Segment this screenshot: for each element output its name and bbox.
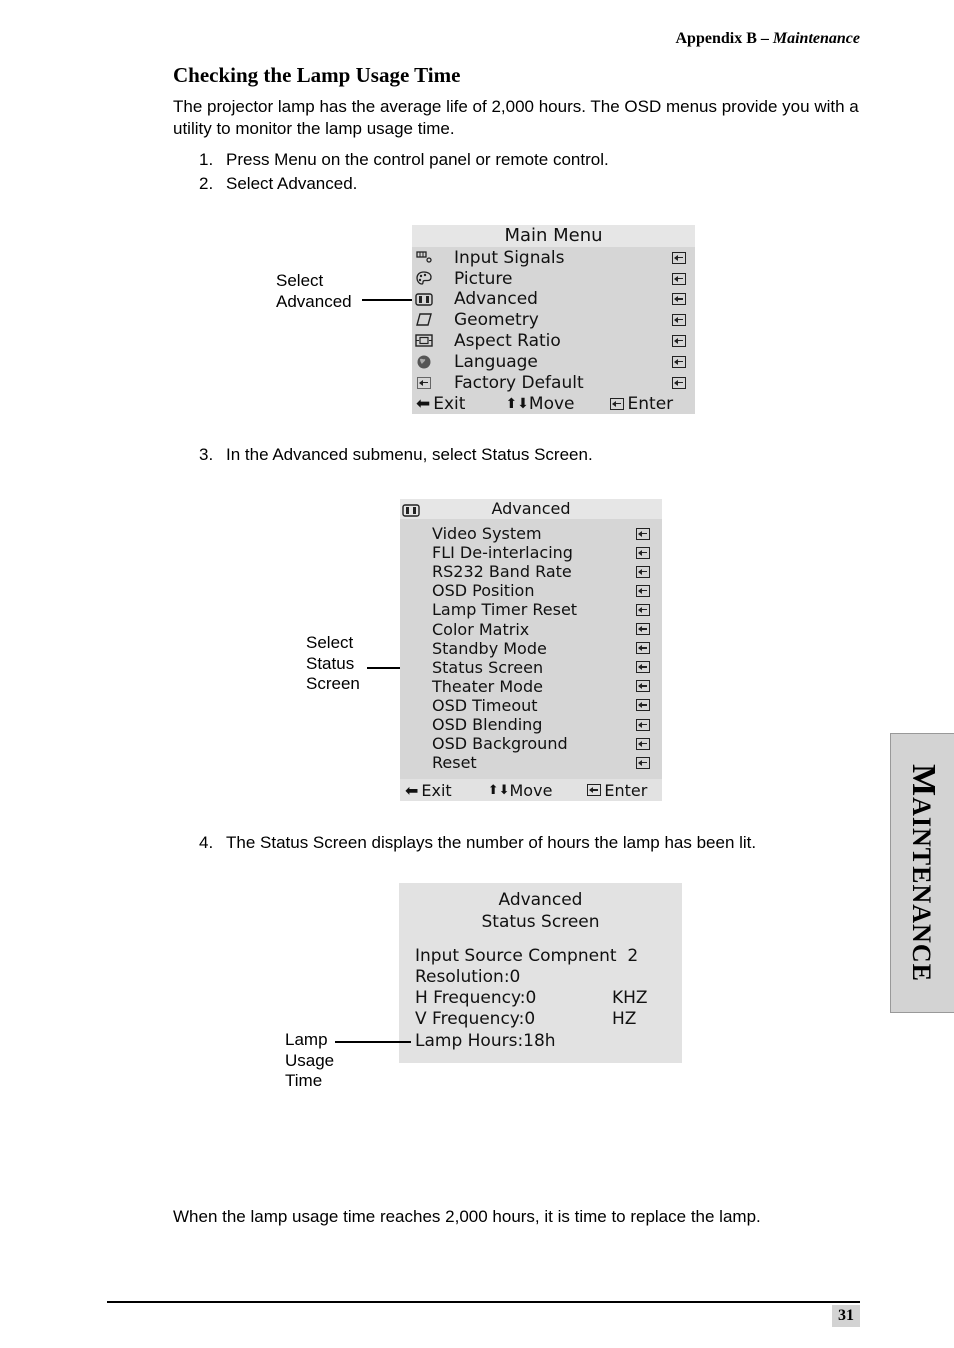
callout-line: Usage [285,1050,335,1070]
step-text: The Status Screen displays the number of hours the lamp has been lit. [226,833,757,852]
lamp-hours: Lamp Hours:18h [415,1031,556,1051]
enter-icon [672,252,686,264]
main-menu-item[interactable] [412,330,695,351]
advanced-menu [400,499,662,801]
step-text: Press Menu on the control panel or remote control. [226,150,609,169]
callout-leader-line [335,1041,411,1043]
arrow-left-icon: ⬅ [405,780,419,800]
enter-icon [636,585,650,597]
menu-item-label: Advanced [454,289,538,309]
advanced-menu-item[interactable] [400,620,662,639]
v-frequency: V Frequency:0 [415,1009,536,1029]
closing-paragraph: When the lamp usage time reaches 2,000 hours, it is time to replace the lamp. [173,1207,761,1226]
up-down-arrows-icon: ⬆⬇ [505,395,529,412]
advanced-menu-item[interactable] [400,600,662,619]
advanced-menu-item[interactable] [400,677,662,696]
move-label: Move [509,780,553,800]
callout-line: Lamp [285,1030,328,1049]
palette-icon [415,271,433,286]
advanced-icon [402,502,420,522]
menu-item-label: Color Matrix [432,619,530,639]
enter-icon [636,699,650,711]
step-2 [199,173,357,195]
main-menu-item[interactable] [412,372,695,393]
move-label: Move [528,393,575,414]
menu-item-label: Picture [454,268,513,289]
callout-line: Select [276,271,324,290]
step-number: 4. [199,833,214,852]
menu-item-label: OSD Background [432,734,568,754]
enter-icon [636,719,650,731]
geometry-icon [415,312,433,327]
menu-item-label: Input Signals [454,247,565,268]
step-text: Select Advanced. [226,174,358,193]
menu-item-label: Factory Default [454,372,584,393]
step-number: 3. [199,445,214,464]
resolution: Resolution:0 [415,967,521,987]
header-title: Maintenance [772,30,860,47]
advanced-menu-item[interactable] [400,524,662,543]
side-tab-rest: AINTENANCE [907,797,936,982]
menu-item-label: RS232 Band Rate [432,562,572,582]
enter-icon [636,528,650,540]
advanced-menu-item[interactable] [400,581,662,600]
advanced-menu-title: Advanced [491,499,571,518]
advanced-menu-item[interactable] [400,639,662,658]
advanced-menu-item[interactable] [400,734,662,753]
step-text: In the Advanced submenu, select Status Screen. [226,445,593,464]
advanced-menu-item[interactable] [400,696,662,715]
enter-icon [672,356,686,368]
menu-item-label: Lamp Timer Reset [432,600,578,620]
v-frequency-unit: HZ [612,1009,637,1029]
main-menu-item[interactable] [412,268,695,289]
advanced-menu-item[interactable] [400,562,662,581]
advanced-menu-item[interactable] [400,753,662,772]
side-tab-label [904,764,942,982]
main-menu [412,225,695,414]
main-menu-item-selected[interactable] [412,289,695,309]
up-down-arrows-icon: ⬆⬇ [487,782,510,798]
enter-icon [587,784,601,796]
h-frequency-unit: KHZ [612,988,648,1008]
footer-rule [107,1301,860,1303]
step-3 [199,444,593,466]
enter-icon [636,757,650,769]
menu-item-label: Geometry [454,309,539,330]
advanced-menu-header [400,499,662,519]
enter-icon [636,566,650,578]
enter-icon [672,377,686,389]
main-menu-footer [412,393,695,414]
enter-icon [636,642,650,654]
exit-label: Exit [433,393,466,414]
menu-item-label: OSD Blending [432,715,543,734]
advanced-menu-footer [400,779,662,801]
enter-icon [636,680,650,692]
input-signals-icon [415,250,433,265]
main-menu-item[interactable] [412,351,695,372]
menu-item-label: Aspect Ratio [454,330,561,351]
callout-line: Select [306,633,354,652]
running-header [676,30,861,48]
header-prefix: Appendix B – [675,30,769,47]
enter-icon [636,623,650,635]
menu-item-label: OSD Position [432,581,535,601]
advanced-icon [415,292,433,307]
enter-icon [672,273,686,285]
status-screen-title: Advanced [498,890,583,910]
menu-item-label: Standby Mode [432,638,547,658]
enter-icon [636,738,650,750]
callout-select-advanced [276,271,352,312]
maintenance-side-tab [890,733,954,1013]
menu-item-label: Video System [432,524,542,543]
callout-lamp-usage-time [285,1030,334,1092]
enter-label: Enter [627,393,674,414]
enter-icon [672,335,686,347]
step-1 [199,149,609,171]
main-menu-item[interactable] [412,309,695,330]
menu-item-label: FLI De-interlacing [432,543,573,563]
menu-item-label: Language [454,351,538,372]
page-number: 31 [832,1305,860,1327]
exit-label: Exit [421,780,452,800]
menu-item-label: Status Screen [432,657,544,677]
advanced-menu-item[interactable] [400,543,662,562]
enter-icon [672,293,686,305]
globe-icon [415,354,433,369]
enter-icon [636,604,650,616]
callout-select-status-screen [306,633,360,695]
enter-icon [636,547,650,559]
aspect-ratio-icon [415,333,433,348]
step-number: 2. [199,174,214,193]
menu-item-label: Reset [432,753,477,773]
callout-line: Time [285,1071,323,1090]
input-source: Input Source Compnent 2 [415,946,639,966]
status-screen-subtitle: Status Screen [481,912,600,932]
enter-label: Enter [604,780,648,800]
factory-default-icon [415,375,433,390]
advanced-menu-item[interactable] [400,658,662,677]
h-frequency: H Frequency:0 [415,988,537,1008]
enter-icon [610,398,624,410]
callout-line: Screen [306,674,360,693]
main-menu-title: Main Menu [412,225,695,247]
intro-paragraph: The projector lamp has the average life of 2,000 hours. The OSD menus provide you with a utility to monitor the lamp usage time. [173,97,859,138]
status-screen [399,883,682,1063]
side-tab-initial: M [905,764,942,798]
step-number: 1. [199,150,214,169]
menu-item-label: Theater Mode [432,676,543,696]
step-4 [199,832,756,854]
section-title: Checking the Lamp Usage Time [173,63,461,87]
main-menu-item[interactable] [412,247,695,268]
arrow-left-icon: ⬅ [416,393,431,414]
callout-line: Advanced [276,291,352,311]
enter-icon [672,314,686,326]
callout-line: Status [306,653,355,673]
advanced-menu-item[interactable] [400,715,662,734]
menu-item-label: OSD Timeout [432,695,538,715]
enter-icon [636,661,650,673]
